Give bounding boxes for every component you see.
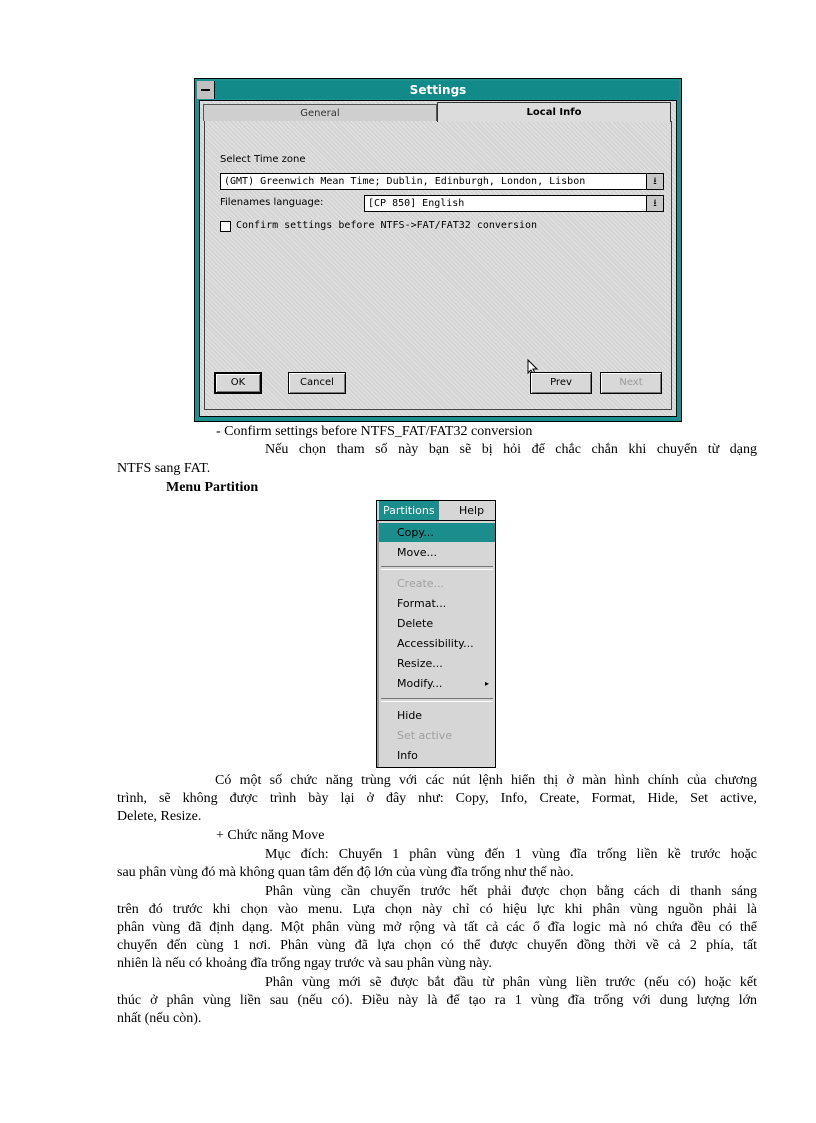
para-intro-line-1: Có một số chức năng trùng với các nút lệnh hiển thị ở màn hình chính của chương [215, 773, 757, 788]
para-confirm-line-1: Nếu chọn tham số này bạn sẽ bị hỏi để chắc chắn khi chuyển từ dạng [265, 442, 757, 457]
ok-button[interactable]: OK [214, 372, 262, 394]
menu-bar [377, 501, 495, 521]
partitions-menu [376, 500, 496, 768]
cancel-button[interactable]: Cancel [288, 372, 346, 394]
tab-general[interactable]: General [203, 104, 437, 121]
menu-item-create[interactable]: Create... [397, 577, 445, 590]
para-intro-line-3: Delete, Resize. [117, 809, 202, 824]
system-menu-icon[interactable] [197, 81, 215, 99]
para-new-line-1: Phân vùng mới sẽ được bắt đầu từ phân vùng liền trước (nếu có) hoặc kết [265, 975, 757, 990]
para-select-line-2: trên đó trước khi chọn vào menu. Lựa chọn này chỉ có hiệu lực khi phân vùng nguồn phải là [117, 902, 757, 917]
menu-item-resize[interactable]: Resize... [397, 657, 443, 670]
language-select[interactable] [364, 195, 664, 212]
para-select-line-5: nhiên là nếu có khoảng đĩa trống ngay trước và sau phân vùng này. [117, 956, 492, 971]
menu-item-modify-label: Modify... [397, 677, 443, 690]
menu-item-hide[interactable]: Hide [397, 709, 423, 722]
menu-item-copy[interactable]: Copy... [379, 523, 495, 542]
confirm-label: Confirm settings before NTFS->FAT/FAT32 conversion [236, 220, 538, 231]
menu-item-move[interactable]: Move... [397, 546, 437, 559]
menu-item-format[interactable]: Format... [397, 597, 447, 610]
caption-confirm: - Confirm settings before NTFS_FAT/FAT32 conversion [216, 424, 533, 439]
para-select-line-1: Phân vùng cần chuyển trước hết phải được chọn bằng cách di thanh sáng [265, 884, 757, 899]
submenu-arrow-icon: ▸ [484, 679, 489, 688]
confirm-checkbox[interactable] [220, 221, 231, 232]
heading-move: + Chức năng Move [216, 828, 325, 843]
menu-item-set-active[interactable]: Set active [397, 729, 452, 742]
menu-item-accessibility[interactable]: Accessibility... [397, 637, 474, 650]
menu-dropdown [377, 521, 495, 767]
menubar-partitions[interactable]: Partitions [379, 501, 439, 520]
menu-separator [381, 698, 493, 702]
para-confirm-line-2: NTFS sang FAT. [117, 461, 211, 476]
para-intro-line-2: trình, sẽ không được trình bày lại ở đây như: Copy, Info, Create, Format, Hide, Set active, [117, 791, 757, 806]
prev-button[interactable]: Prev [530, 372, 592, 394]
language-label: Filenames language: [220, 197, 324, 208]
para-purpose-line-2: sau phân vùng đó mà không quan tâm đến độ lớn của vùng đĩa trống như thế nào. [117, 865, 574, 880]
tab-local-info[interactable]: Local Info [437, 102, 671, 122]
para-select-line-3: phân vùng đã định dạng. Một phân vùng mở rộng và tất cả các ổ đĩa logic mà nó chứa đều có thể [117, 920, 757, 935]
menu-item-delete[interactable]: Delete [397, 617, 434, 630]
heading-menu-partition: Menu Partition [166, 480, 259, 495]
dialog-body [199, 100, 677, 417]
menu-item-modify[interactable] [379, 674, 495, 693]
menu-separator [381, 566, 493, 570]
menu-item-info[interactable]: Info [397, 749, 418, 762]
settings-dialog [194, 78, 682, 422]
menubar-help[interactable]: Help [459, 504, 485, 517]
timezone-label: Select Time zone [220, 154, 306, 165]
dialog-title: Settings [197, 81, 679, 99]
para-purpose-line-1: Mục đích: Chuyển 1 phân vùng đến 1 vùng đĩa trống liền kề trước hoặc [265, 847, 757, 862]
para-new-line-3: nhất (nếu còn). [117, 1011, 202, 1026]
para-select-line-4: chuyển đến cùng 1 nơi. Phân vùng đã lựa chọn có thể được chuyển đồng thời về cả 2 phía, tất [117, 938, 757, 953]
next-button[interactable]: Next [600, 372, 662, 394]
language-value: [CP 850] English [368, 198, 465, 209]
timezone-select[interactable] [220, 173, 664, 190]
dropdown-arrow-icon[interactable]: ⭳ [646, 196, 663, 211]
timezone-value: (GMT) Greenwich Mean Time; Dublin, Edinburgh, London, Lisbon [224, 176, 586, 187]
para-new-line-2: thúc ở phân vùng liền sau (nếu có). Điều này là để tạo ra 1 vùng đĩa trống với dung lượng lớn [117, 993, 757, 1008]
dropdown-arrow-icon[interactable]: ⭳ [646, 174, 663, 189]
